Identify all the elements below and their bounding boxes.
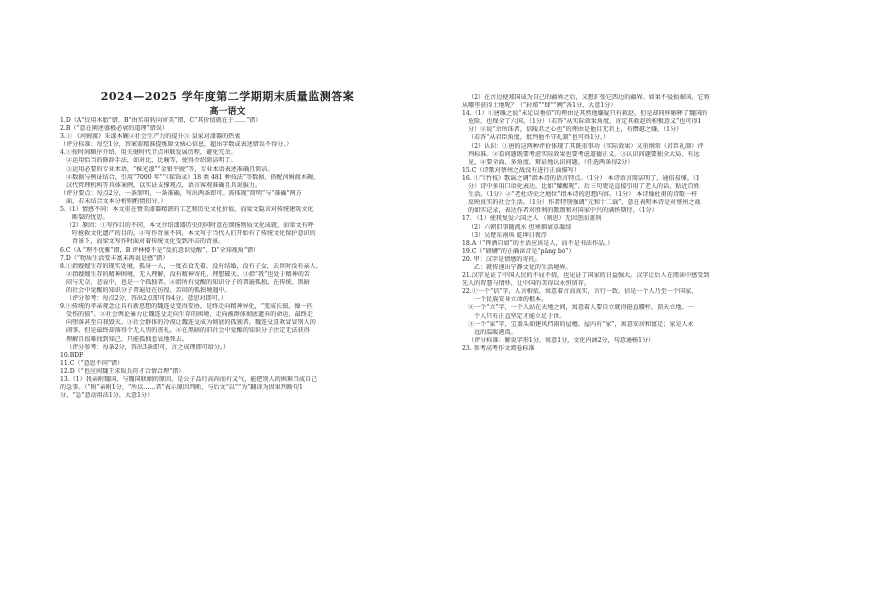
answer-line: 18.A（“挥洒自如”的主语应该是人，而不是书法作品。） <box>462 239 614 247</box>
left-answer-column <box>60 117 448 400</box>
answer-line: 吁抢救文化遗产的目的。②写作背景不同，本文写于当代人们开始有了传统文化保护意识的 <box>72 230 316 238</box>
answer-line: 20. 甲：汉字是情感的寄托。 <box>462 255 541 263</box>
right-answer-column <box>462 94 822 353</box>
page-subtitle: 高一语文 <box>209 107 246 117</box>
answer-line: 向堕落甚至自我毁灭。③社会群体的冷漠让魏连殳成为彻底的孤独者。魏连殳喜欢冒冒别人的 <box>66 319 316 327</box>
answer-line: 一个民族安身立命的根本。 <box>474 296 548 304</box>
answer-line: 判标准。②看问题既要考虑实际效果也要考虑道德正义。③认识问题要独全大局，有远 <box>468 150 700 158</box>
answer-line: （评分参考：每条2分，答出3条即可，言之成理即可给分。） <box>66 343 230 351</box>
answer-line: 的急事。（“附”亲附1分，“所以……者”表示原因判断，与后文“以”“为”翻译为因果判断句1 <box>60 384 303 392</box>
answer-line: 先人的智慧与情怀，让中国的美得以永恒留存。 <box>462 280 590 288</box>
answer-line: 21.汉字见证了中国人民的不屈不挠，也见证了国家的日益强大。汉字让后人在阅读中感受到 <box>462 272 710 280</box>
answer-line: 16. ①“《竹枝》歌谣之调”指本诗的语言特点。（1分） 本诗语言简洁明了，通俗易懂。（1 <box>462 174 700 182</box>
answer-line: 危险，也保全了六国。（1分）（若答“从实际效果角度，肯定其救赵的积极意义”也可得1 <box>468 118 702 126</box>
answer-line: 13.（1）我亲附魏国，与魏国联姻的原因，是公子品行高尚而有义气，能把别人的困难当成自己 <box>60 376 318 383</box>
answer-line: （2）认识：①唐的这两种评价体现了其既重事功（实际效果）又重纲常（君臣礼制）评 <box>468 142 704 150</box>
answer-line: 从哪里获得土地呢？（“封郑”“肆”“阙”各1分，大意1分） <box>462 102 617 110</box>
answer-line: 的如实记录，表达作者对胜利的歌颂和对国家中兴的满怀期待。（1分） <box>468 207 658 215</box>
answer-line: 4.①按时间顺序介绍，用关键时代节点串联发展历程，避免冗余。 <box>60 149 237 157</box>
answer-line: 生活。（1分）②“老杜诗史之地位”指本诗的思想内容。（1分） 本诗像杜甫的诗歌一样 <box>468 191 698 199</box>
answer-line: 6.C（A “理不优雅”错，B 评林楼不是“反抗意识觉醒”，D“全知视角”错） <box>60 246 260 254</box>
answer-line: 10.BDF <box>60 351 84 359</box>
answer-line: 9.①传统的孝亲观念让具有新思想的魏连殳变得妥协，是终走向精神异化，“变成长狼，像一匹 <box>60 303 313 311</box>
answer-line: （2）六朝旧事随流水 但寒烟衰草凝绿 <box>468 223 572 231</box>
answer-line: 11.C（“意思不同”错） <box>60 359 124 367</box>
answer-line: （评分标准：每空1分，答案需精准提炼原文核心信息，超出字数或表述错误不得分。） <box>60 141 293 149</box>
answer-line: 19.C（“磅礴”的正确读音是“pāng bó”） <box>462 247 575 255</box>
answer-line: 1.D（A“仅用木胎”错，B“由实用转向审美”错，C“其价值就在于……”错） <box>60 117 262 124</box>
answer-line: 12.D（“也应间魏王求取兵符才合情合理”错） <box>60 367 185 375</box>
answer-line: 3.① 《河姆渡》朱漆木碗②社会生产力的提升③ 皇家对漆器的热衷 <box>60 133 241 141</box>
answer-line: 15.C（诗歌对蔡州之战没有进行正面描写） <box>462 166 580 174</box>
answer-line: 背景下，而梁文写作时面对着传统文化受到冲击的背景。 <box>72 238 225 246</box>
answer-line: 汉代管理机构等具体案例，以实证支撑观点，语言客观准确且具说服力。 <box>66 181 261 189</box>
answer-line: 远的温暖港湾。 <box>474 328 517 336</box>
answer-line: 8.①指嫂嫂生存的现实处境，孤身一人，一度衣食无着，没有结婚，没有子女，去世时没有亲人。 <box>60 262 322 270</box>
answer-line: ③运用必要的专业术语，“推光漆”“金银平脱”等，专业术语表述准确且简洁。 <box>66 165 274 173</box>
answer-line: （评分参考：每点2分，答出2点即可得4分。意思对即可。） <box>66 295 227 303</box>
answer-line: 分）诗中多用口语化表达，比如“耀醒呢”，后三句更是直接引用了老人的话，贴近百姓 <box>468 183 700 191</box>
answer-line: 面，若未结合文本分析则酌情扣分。） <box>66 197 167 205</box>
answer-line: 5.（1）情感不同：本文重在赞美漆器精湛的工艺和历史文化价值，而梁文隐含对传统建筑文化 <box>60 206 314 214</box>
answer-line: 闹事，但是最终却落得个无人男的丧礼。④在黑暗的旧社会中觉醒的知识分子注定无法获得 <box>66 327 310 335</box>
answer-line: 受伤的狼”。②社会舆论暴力让魏连殳走向生存的困境，走向被群体彻底遗弃的命运，最终走 <box>66 311 313 319</box>
answer-line: 22.①一个“信”字，人言相依，寓意着言而真实，言行一致。信是一个人乃至一个国家、 <box>462 288 698 296</box>
answer-line: ②指嫂嫂生存的精神困境，无人理解，没有精神寄托，理想破灭。③指“我”也处于精神的苦 <box>66 270 310 278</box>
answer-line: 闷与无奈，悲哀中，也是一个孤独者。④指所有觉醒的知识分子的普遍孤独。在传统、黑暗 <box>66 278 310 286</box>
answer-line: 7.D（“物质生活变丰富未再说是感”错） <box>60 254 169 262</box>
answer-line: 17. （1）使我复爱六国之人 （则思）无因怨而盖刑 <box>462 215 602 223</box>
answer-line: ②运用恰当的修辞手法，如对比、比喻等，使得介绍简洁明了。 <box>66 157 237 165</box>
answer-line: 见，④要全面、多角度、辩证地认识问题。（任选两条得2分） <box>468 158 634 166</box>
answer-line: （若答“从君臣角度，批判他不守礼制”也可得1分。） <box>468 134 610 142</box>
answer-line: 的社会中觉醒的知识分子普遍处在彷徨、苦闷的孤独境遇中。 <box>66 286 231 294</box>
answer-line: （3）吴楚东南坼 乾坤日夜浮 <box>468 231 547 239</box>
answer-line: （评分标准：解说字形1分，寓意1分，文化内涵2分，句意通畅1分） <box>468 336 655 344</box>
answer-line: （评分要点：每点2分，一条简明、一条准确，写出两条即可。需体现“简明”与“准确”两方 <box>60 189 302 197</box>
answer-line: 23. 参考高考作文阅卷标准 <box>462 344 535 352</box>
answer-line: 断裂的忧思。 <box>72 214 109 222</box>
answer-line: 分，“急”意动用法1分，大意1分） <box>60 392 154 400</box>
answer-line: 2.B（“意在阐述盛极必衰的道理”错误） <box>60 125 168 133</box>
answer-line: ③一个“家”字，宝盖头如建风挡雨的屋檐，屋内有“家”，寓意安居和富足；家是人永 <box>468 320 694 328</box>
answer-line: （2）在古边使郑国成为自己的疆界之后，又想扩张它西边的疆界。如果不侵损秦国，它将 <box>468 94 710 101</box>
answer-line: ④数据与例证结合，引用“7000 年”“《髹饰录》18 类 481 种技法”等数据，搭配河姆渡木碗、 <box>66 173 320 181</box>
answer-line: ②一个“立”字，一个人站在天地之间，寓意着人要自立就得挺直腰杆，顶天立地。一 <box>468 304 694 312</box>
answer-line: 理解且很难找到知己，只能孤独悲哀地死去。 <box>66 335 188 343</box>
answer-line: 14.（1）①唐雎之说“未足以垂信”的理由是其然他嫌疑只有救赵，但是却同样解释了魏国的 <box>462 110 708 118</box>
page-title: 2024—2025 学年度第二学期期末质量监测答案 <box>100 90 355 103</box>
answer-line: 分）②说“余所诛者，信陵君之心也”的理由是他目无君上，有僭越之嫌。（1分） <box>468 126 683 134</box>
answer-line: 反映真实的社会生活。（1分）作者特别强调“元和十二载”，意在表明本诗是对蔡州之战 <box>468 199 701 207</box>
answer-line: （2）原因：①写作目的不同，本文介绍漆器历史的同时意在颂扬物质文化成就，而梁文有呼 <box>66 222 314 230</box>
answer-line: 乙：就传递出宁静文化的生活境界。 <box>474 263 572 271</box>
answer-line: 个人只有正直坚定才能立足于世。 <box>474 312 566 320</box>
